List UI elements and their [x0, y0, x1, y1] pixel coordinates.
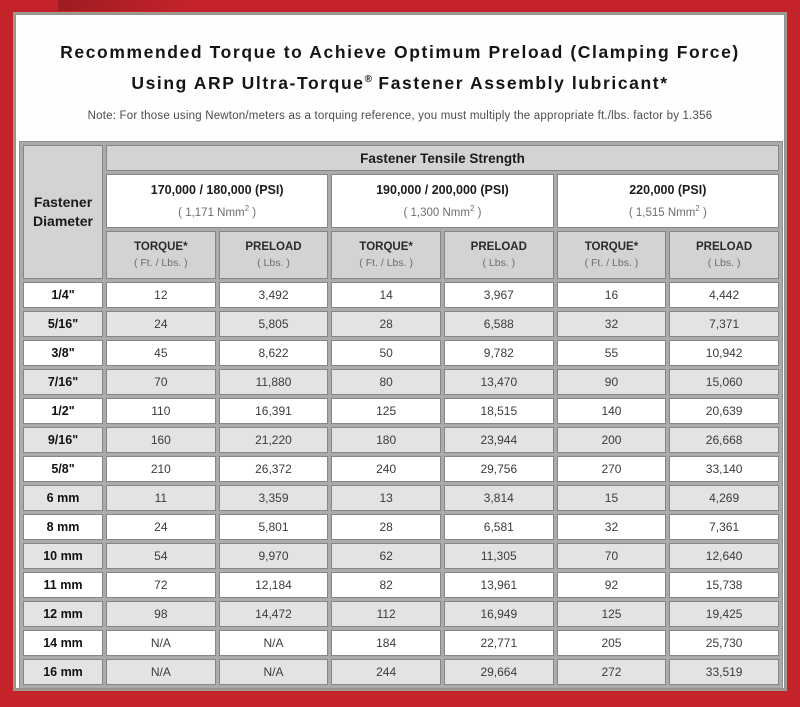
table-row	[23, 659, 779, 685]
value-cell: N/A	[106, 630, 216, 656]
value-cell: 28	[331, 311, 441, 337]
preload-column-header-2: PRELOAD ( Lbs. )	[444, 231, 554, 279]
value-cell: 5,801	[219, 514, 329, 540]
value-cell: 33,519	[669, 659, 779, 685]
value-cell: 4,442	[669, 282, 779, 308]
top-red-smudge	[58, 0, 188, 11]
title-line2-pre: Using ARP Ultra-Torque	[131, 72, 365, 93]
value-cell: 24	[106, 514, 216, 540]
table-row	[23, 630, 779, 656]
diameter-cell: 10 mm	[23, 543, 103, 569]
value-cell: 15	[557, 485, 667, 511]
table-row	[23, 282, 779, 308]
value-cell: 8,622	[219, 340, 329, 366]
fastener-diameter-header-line1: Fastener	[33, 194, 93, 210]
value-cell: 16	[557, 282, 667, 308]
psi-header-row	[23, 174, 779, 228]
value-cell: 82	[331, 572, 441, 598]
psi-group-1-rating: 170,000 / 180,000 (PSI)	[150, 183, 284, 198]
psi-group-3-nmm: ( 1,515 Nmm$^2$ )	[628, 204, 707, 219]
value-cell: 24	[106, 311, 216, 337]
value-cell: 11,305	[444, 543, 554, 569]
value-cell: 92	[557, 572, 667, 598]
diameter-cell: 5/16"	[23, 311, 103, 337]
value-cell: 23,944	[444, 427, 554, 453]
value-cell: 3,814	[444, 485, 554, 511]
table-row	[23, 572, 779, 598]
table-row	[23, 311, 779, 337]
fastener-diameter-header-line2: Diameter	[33, 213, 93, 229]
title-line2-post: Fastener Assembly lubricant*	[371, 72, 669, 93]
value-cell: 7,361	[669, 514, 779, 540]
value-cell: 272	[557, 659, 667, 685]
value-cell: 125	[331, 398, 441, 424]
value-cell: 110	[106, 398, 216, 424]
value-cell: 20,639	[669, 398, 779, 424]
value-cell: 125	[557, 601, 667, 627]
diameter-cell: 16 mm	[23, 659, 103, 685]
table-row	[23, 369, 779, 395]
psi-group-2-rating: 190,000 / 200,000 (PSI)	[376, 183, 509, 198]
value-cell: 13,470	[444, 369, 554, 395]
value-cell: 98	[106, 601, 216, 627]
value-cell: 72	[106, 572, 216, 598]
value-cell: 3,967	[444, 282, 554, 308]
value-cell: 33,140	[669, 456, 779, 482]
value-cell: 3,492	[219, 282, 329, 308]
torque-table-wrapper	[19, 141, 783, 686]
diameter-cell: 1/4"	[23, 282, 103, 308]
torque-table	[19, 141, 783, 689]
column-header-row	[23, 231, 779, 279]
data-rows	[23, 282, 779, 685]
diameter-cell: 1/2"	[23, 398, 103, 424]
diameter-cell: 12 mm	[23, 601, 103, 627]
value-cell: 25,730	[669, 630, 779, 656]
value-cell: 32	[557, 514, 667, 540]
value-cell: 270	[557, 456, 667, 482]
table-row	[23, 427, 779, 453]
value-cell: 12,184	[219, 572, 329, 598]
value-cell: 9,782	[444, 340, 554, 366]
value-cell: 13	[331, 485, 441, 511]
table-row	[23, 340, 779, 366]
value-cell: 6,581	[444, 514, 554, 540]
value-cell: 13,961	[444, 572, 554, 598]
value-cell: 240	[331, 456, 441, 482]
table-row	[23, 485, 779, 511]
value-cell: 244	[331, 659, 441, 685]
value-cell: N/A	[219, 659, 329, 685]
psi-group-2-nmm: ( 1,300 Nmm$^2$ )	[403, 204, 482, 219]
tensile-strength-header: Fastener Tensile Strength	[106, 145, 779, 171]
value-cell: 29,664	[444, 659, 554, 685]
table-row	[23, 514, 779, 540]
value-cell: 70	[557, 543, 667, 569]
diameter-cell: 3/8"	[23, 340, 103, 366]
psi-group-3-rating: 220,000 (PSI)	[629, 183, 707, 198]
value-cell: 18,515	[444, 398, 554, 424]
diameter-cell: 7/16"	[23, 369, 103, 395]
value-cell: 9,970	[219, 543, 329, 569]
value-cell: 205	[557, 630, 667, 656]
value-cell: 26,668	[669, 427, 779, 453]
table-row	[23, 543, 779, 569]
psi-group-3	[557, 174, 779, 228]
value-cell: 90	[557, 369, 667, 395]
page-title-line2	[15, 66, 785, 97]
value-cell: 14	[331, 282, 441, 308]
diameter-cell: 6 mm	[23, 485, 103, 511]
value-cell: 10,942	[669, 340, 779, 366]
psi-group-2	[331, 174, 553, 228]
value-cell: 112	[331, 601, 441, 627]
tensile-strength-header-row	[23, 145, 779, 171]
value-cell: 50	[331, 340, 441, 366]
value-cell: 21,220	[219, 427, 329, 453]
value-cell: 28	[331, 514, 441, 540]
preload-column-header-3: PRELOAD ( Lbs. )	[669, 231, 779, 279]
torque-column-header-3: TORQUE* ( Ft. / Lbs. )	[557, 231, 667, 279]
value-cell: 7,371	[669, 311, 779, 337]
value-cell: N/A	[219, 630, 329, 656]
value-cell: 4,269	[669, 485, 779, 511]
diameter-cell: 9/16"	[23, 427, 103, 453]
value-cell: 62	[331, 543, 441, 569]
value-cell: 6,588	[444, 311, 554, 337]
psi-group-1-nmm: ( 1,171 Nmm$^2$ )	[178, 204, 257, 219]
diameter-cell: 8 mm	[23, 514, 103, 540]
value-cell: 29,756	[444, 456, 554, 482]
content-panel	[13, 12, 787, 691]
value-cell: 210	[106, 456, 216, 482]
preload-column-header-1: PRELOAD ( Lbs. )	[219, 231, 329, 279]
value-cell: 26,372	[219, 456, 329, 482]
table-row	[23, 456, 779, 482]
value-cell: 19,425	[669, 601, 779, 627]
value-cell: N/A	[106, 659, 216, 685]
torque-column-header-2: TORQUE* ( Ft. / Lbs. )	[331, 231, 441, 279]
fastener-diameter-header	[23, 145, 103, 279]
value-cell: 15,738	[669, 572, 779, 598]
title-block	[15, 38, 785, 122]
torque-column-header-1: TORQUE* ( Ft. / Lbs. )	[106, 231, 216, 279]
psi-group-1	[106, 174, 328, 228]
table-row	[23, 398, 779, 424]
diameter-cell: 11 mm	[23, 572, 103, 598]
value-cell: 54	[106, 543, 216, 569]
page-title-line1: Recommended Torque to Achieve Optimum Preload (Clamping Force)	[60, 42, 740, 62]
value-cell: 16,391	[219, 398, 329, 424]
table-row	[23, 601, 779, 627]
value-cell: 184	[331, 630, 441, 656]
value-cell: 15,060	[669, 369, 779, 395]
value-cell: 14,472	[219, 601, 329, 627]
value-cell: 55	[557, 340, 667, 366]
conversion-note: Note: For those using Newton/meters as a torquing reference, you must multiply the appropriate ft./lbs. factor by 1.356	[87, 109, 713, 122]
diameter-cell: 5/8"	[23, 456, 103, 482]
value-cell: 12	[106, 282, 216, 308]
value-cell: 12,640	[669, 543, 779, 569]
value-cell: 32	[557, 311, 667, 337]
value-cell: 70	[106, 369, 216, 395]
value-cell: 22,771	[444, 630, 554, 656]
value-cell: 11,880	[219, 369, 329, 395]
value-cell: 45	[106, 340, 216, 366]
value-cell: 3,359	[219, 485, 329, 511]
value-cell: 11	[106, 485, 216, 511]
diameter-cell: 14 mm	[23, 630, 103, 656]
value-cell: 80	[331, 369, 441, 395]
value-cell: 140	[557, 398, 667, 424]
value-cell: 160	[106, 427, 216, 453]
value-cell: 180	[331, 427, 441, 453]
value-cell: 200	[557, 427, 667, 453]
registered-trademark-symbol: ®	[364, 74, 372, 85]
value-cell: 5,805	[219, 311, 329, 337]
value-cell: 16,949	[444, 601, 554, 627]
